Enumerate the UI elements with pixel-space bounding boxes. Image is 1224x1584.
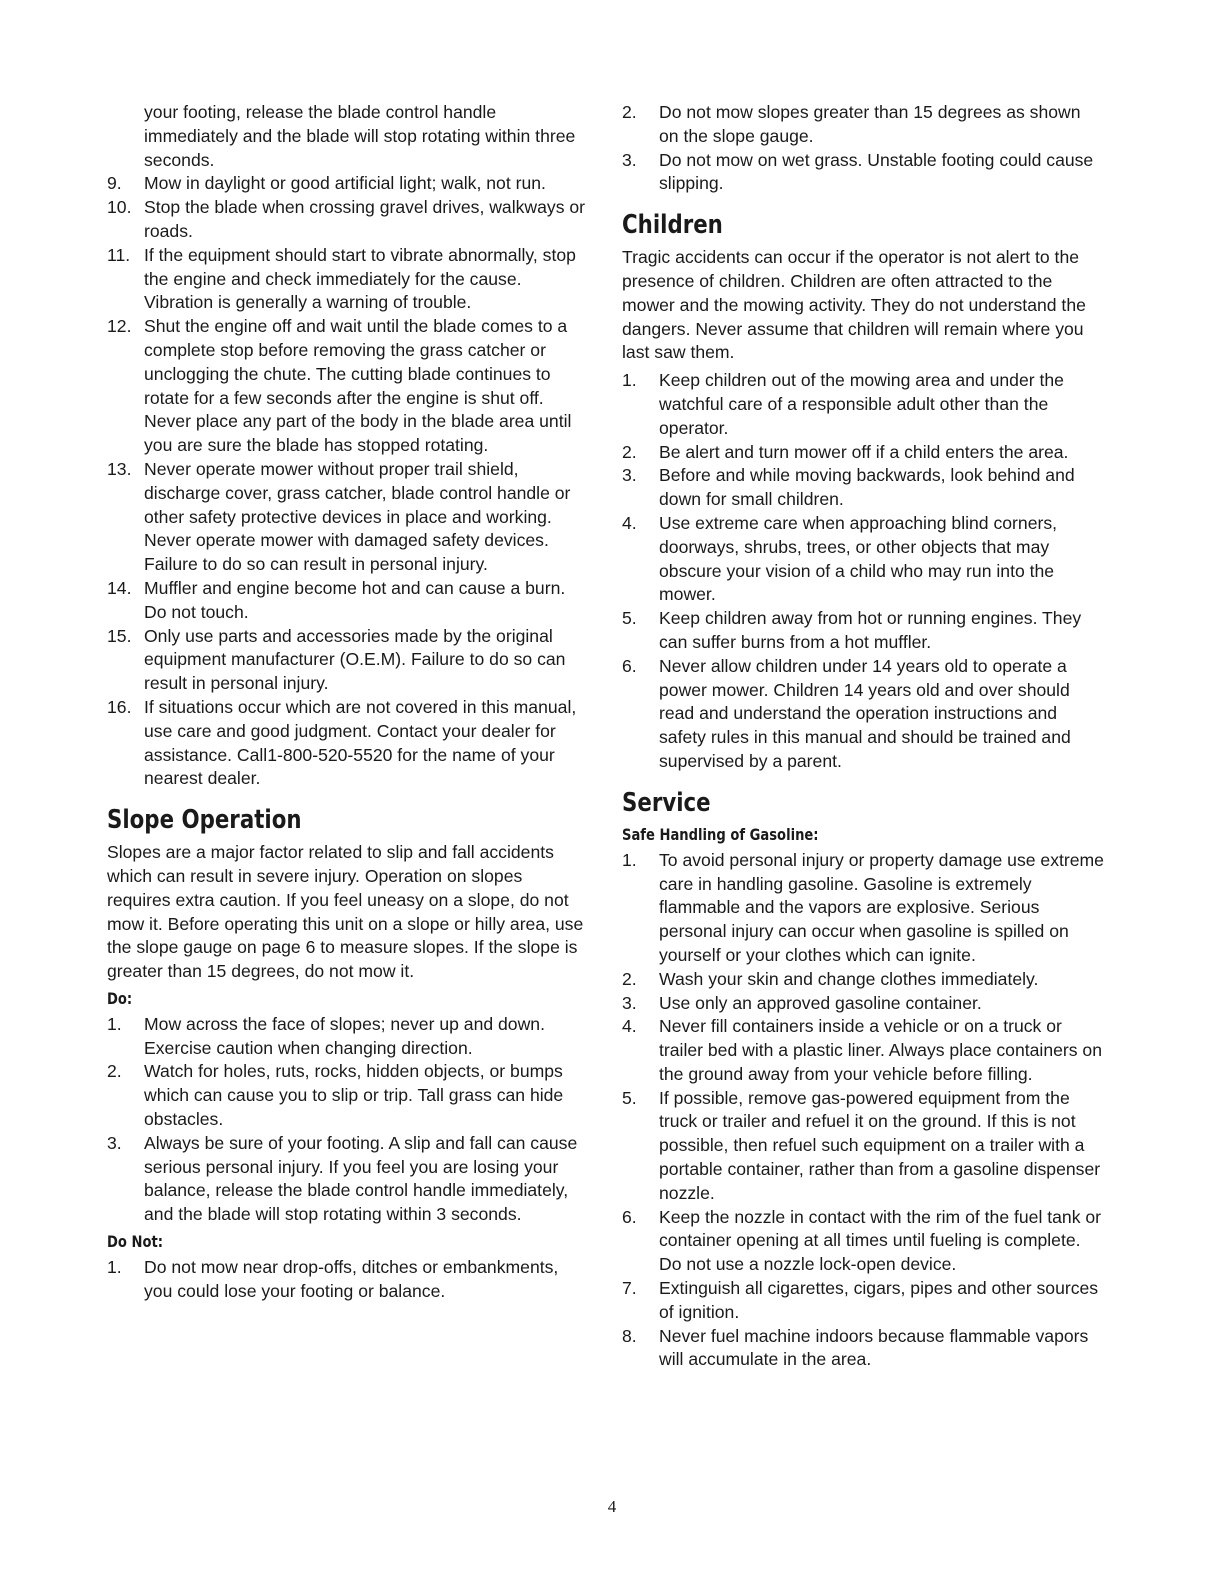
item-number: 1. — [622, 849, 637, 870]
item-number: 2. — [622, 441, 637, 462]
list-item — [622, 441, 1104, 465]
section-heading-service: Service — [622, 787, 711, 818]
item-text: If situations occur which are not covered in this manual, use care and good judgment. Contact your dealer for assistance. Call1-800-520-5520 for the name of your nearest dealer. — [144, 696, 577, 789]
item-text: Extinguish all cigarettes, cigars, pipes and other sources of ignition. — [659, 1278, 1099, 1322]
item-text: Wash your skin and change clothes immediately. — [659, 968, 1039, 989]
item-text: Never fill containers inside a vehicle or on a truck or trailer bed with a plastic liner. Always place containers on the ground away from your vehicle before filling. — [659, 1016, 1103, 1084]
list-item — [107, 1060, 589, 1131]
item-text: Muffler and engine become hot and can cause a burn. Do not touch. — [144, 577, 566, 622]
item-text: Be alert and turn mower off if a child enters the area. — [659, 441, 1069, 462]
list-item — [622, 512, 1104, 607]
list-item — [107, 577, 589, 625]
item-number: 3. — [622, 992, 637, 1013]
list-item — [107, 458, 589, 577]
item-number: 14. — [107, 577, 132, 598]
item-text: Stop the blade when crossing gravel drives, walkways or roads. — [144, 197, 586, 241]
item-number: 1. — [107, 1257, 122, 1278]
item-text: Use only an approved gasoline container. — [659, 992, 982, 1013]
item-number: 8. — [622, 1325, 637, 1346]
general-rules-list — [107, 172, 589, 791]
item-text: Mow in daylight or good artificial light; walk, not run. — [144, 173, 546, 194]
item-number: 5. — [622, 608, 637, 629]
list-item — [107, 315, 589, 458]
item-text: Shut the engine off and wait until the blade comes to a complete stop before removing the grass catcher or unclogging the chute. The cutting blade continues to rotate for a few seconds after the engine is shut off. Never place any part of the body in the blade area until you are sure the blade has stopped rotating. — [144, 316, 572, 456]
subheading-do-not: Do Not: — [107, 1232, 163, 1252]
do-list — [107, 1013, 589, 1227]
item-number: 2. — [107, 1061, 122, 1082]
item-number: 15. — [107, 625, 132, 646]
list-item — [107, 1256, 589, 1304]
item-text: Do not mow slopes greater than 15 degrees as shown on the slope gauge. — [659, 102, 1081, 146]
item-number: 6. — [622, 655, 637, 676]
list-item — [622, 968, 1104, 992]
item-number: 11. — [107, 244, 131, 265]
item-text: Always be sure of your footing. A slip and fall can cause serious personal injury. If you feel you are losing your balance, release the blade control handle immediately, and the blade will stop rotating within 3 seconds. — [144, 1132, 578, 1225]
subheading-do: Do: — [107, 988, 133, 1008]
list-item — [622, 849, 1104, 968]
section-heading-slope-operation: Slope Operation — [107, 805, 302, 836]
section-heading-children: Children — [622, 210, 723, 241]
item-number: 12. — [107, 316, 132, 337]
do-not-list — [107, 1256, 589, 1304]
slope-operation-intro: Slopes are a major factor related to slip and fall accidents which can result in severe injury. Operation on slopes requires extra caution. If you feel uneasy on a slope, do not mow it. Before operating this unit on a slope or hilly area, use the slope gauge on page 6 to measure slopes. If the slope is greater than 15 degrees, do not mow it. — [107, 842, 584, 982]
item-text: Mow across the face of slopes; never up and down. Exercise caution when changing direction. — [144, 1013, 545, 1058]
page-number: 4 — [607, 1497, 617, 1516]
item-text: Keep the nozzle in contact with the rim of the fuel tank or container opening at all times until fueling is complete. Do not use a nozzle lock-open device. — [659, 1206, 1102, 1275]
item-number: 3. — [622, 465, 637, 486]
right-column — [622, 101, 1104, 1372]
item-number: 1. — [622, 370, 637, 391]
item-number: 2. — [622, 968, 637, 989]
list-item — [107, 101, 589, 172]
list-item — [622, 369, 1104, 440]
list-item — [622, 655, 1104, 774]
item-number: 6. — [622, 1206, 637, 1227]
item-text: If possible, remove gas-powered equipment from the truck or trailer and refuel it on the ground. If this is not possible, then refuel such equipment on a trailer with a portable container, rather than from a gasoline dispenser nozzle. — [659, 1087, 1101, 1203]
item-text: Keep children away from hot or running engines. They can suffer burns from a hot muffler. — [659, 608, 1082, 652]
children-intro: Tragic accidents can occur if the operator is not alert to the presence of children. Children are often attracted to the mower and the mowing activity. They do not understand the dangers. Never assume that children will remain where you last saw them. — [622, 247, 1086, 363]
item-number: 7. — [622, 1278, 637, 1299]
list-item — [622, 607, 1104, 655]
children-list — [622, 369, 1104, 774]
item-number: 10. — [107, 197, 132, 218]
item-number: 4. — [622, 512, 637, 533]
list-item — [107, 1132, 589, 1227]
list-item — [622, 1206, 1104, 1277]
item-number: 5. — [622, 1087, 637, 1108]
do-not-list-continued — [622, 101, 1104, 196]
item-text: To avoid personal injury or property damage use extreme care in handling gasoline. Gasoline is extremely flammable and the vapors are explosive. Serious personal injury can occur when gasoline is spilled on yourself or your clothes which can ignite. — [659, 849, 1104, 965]
item-number: 9. — [107, 173, 122, 194]
list-item — [622, 1325, 1104, 1373]
list-item — [622, 1087, 1104, 1206]
left-column — [107, 101, 589, 1304]
list-item — [622, 464, 1104, 512]
item-text: Never operate mower without proper trail shield, discharge cover, grass catcher, blade control handle or other safety protective devices in place and working. Never operate mower with damaged safety devices. Failure to do so can result in personal injury. — [144, 458, 571, 575]
item-number: 3. — [107, 1132, 122, 1153]
item-number: 16. — [107, 696, 132, 717]
list-item — [622, 149, 1104, 197]
item-text: Watch for holes, ruts, rocks, hidden objects, or bumps which can cause you to slip or trip. Tall grass can hide obstacles. — [144, 1061, 564, 1130]
item-number: 4. — [622, 1016, 637, 1037]
gasoline-list — [622, 849, 1104, 1373]
item-number: 1. — [107, 1013, 122, 1034]
list-item — [107, 172, 589, 196]
subheading-safe-handling-gasoline: Safe Handling of Gasoline: — [622, 824, 819, 844]
item-text: Only use parts and accessories made by the original equipment manufacturer (O.E.M). Failure to do so can result in personal injury. — [144, 625, 566, 694]
item-number: 2. — [622, 102, 637, 122]
list-item — [622, 101, 1104, 149]
item-text: Never fuel machine indoors because flammable vapors will accumulate in the area. — [659, 1325, 1089, 1370]
item-text: Keep children out of the mowing area and under the watchful care of a responsible adult other than the operator. — [659, 370, 1064, 438]
list-item — [107, 625, 589, 696]
list-item — [107, 196, 589, 244]
item-number: 13. — [107, 458, 132, 479]
item-text: your footing, release the blade control handle immediately and the blade will stop rotating within three seconds. — [144, 102, 576, 170]
item-text: Use extreme care when approaching blind corners, doorways, shrubs, trees, or other objects that may obscure your vision of a child who may run into the mower. — [659, 512, 1058, 605]
list-item — [107, 244, 589, 315]
list-item — [622, 1015, 1104, 1086]
item-text: Do not mow on wet grass. Unstable footing could cause slipping. — [659, 149, 1094, 194]
item-text: Before and while moving backwards, look behind and down for small children. — [659, 465, 1075, 510]
item-text: If the equipment should start to vibrate abnormally, stop the engine and check immediately for the cause. Vibration is generally a warning of trouble. — [144, 244, 576, 313]
list-item — [107, 1013, 589, 1061]
item-number: 3. — [622, 149, 637, 170]
item-text: Do not mow near drop-offs, ditches or embankments, you could lose your footing or balance. — [144, 1257, 559, 1301]
list-item — [622, 1277, 1104, 1325]
item-text: Never allow children under 14 years old to operate a power mower. Children 14 years old and over should read and understand the operation instructions and safety rules in this manual and should be trained and supervised by a parent. — [659, 655, 1071, 771]
list-item — [107, 696, 589, 791]
list-item — [622, 992, 1104, 1016]
